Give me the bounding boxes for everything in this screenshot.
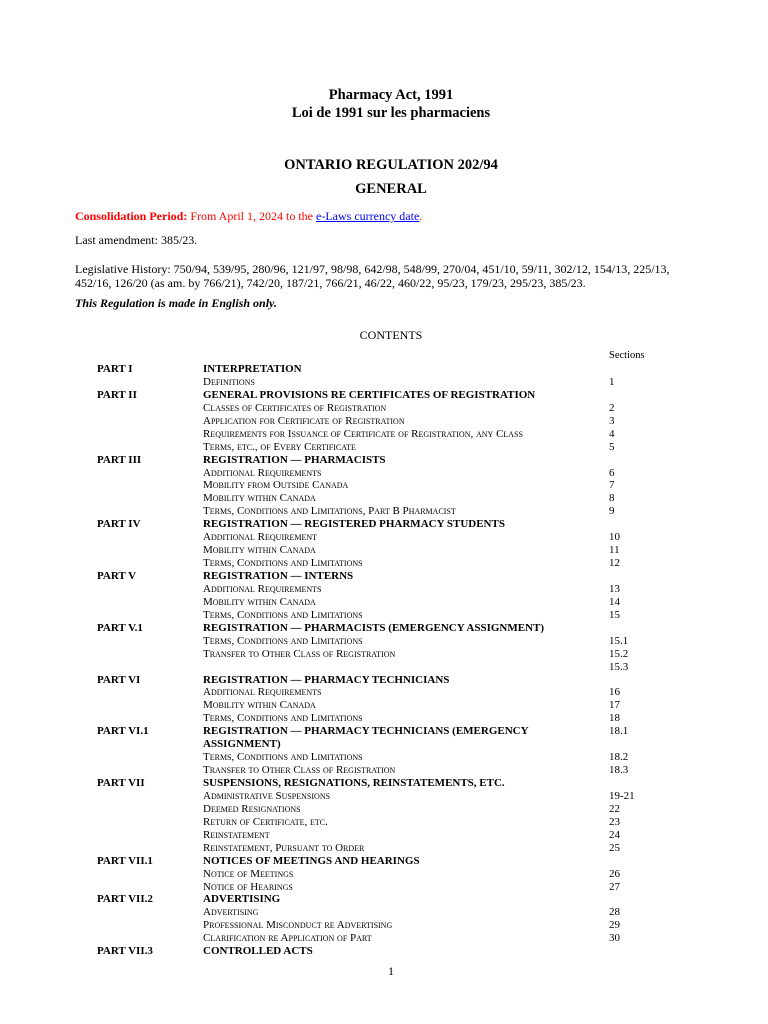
toc-entry-row (97, 402, 657, 415)
toc-part-label: PART III (97, 453, 142, 466)
toc-entry-row (97, 492, 657, 505)
toc-section-number: 15.3 (609, 660, 629, 673)
toc-part-label: PART II (97, 388, 137, 401)
toc-entry-row (97, 609, 657, 622)
regulation-title: GENERAL (355, 181, 427, 197)
toc-entry-title: Reinstatement, Pursuant to Order (203, 841, 365, 854)
toc-entry-row (97, 376, 657, 389)
consolidation-period (75, 209, 715, 223)
toc-section-number: 18.2 (609, 751, 629, 764)
toc-part-title: REGISTRATION — REGISTERED PHARMACY STUDENTS (203, 518, 505, 531)
toc-part-label: PART VII.1 (97, 854, 153, 867)
toc-entry-title: Additional Requirements (203, 466, 322, 479)
toc-entry-row (97, 932, 657, 945)
toc-entry-row (97, 648, 657, 661)
toc-section-number: 5 (609, 440, 615, 453)
toc-section-number: 1 (609, 375, 615, 388)
toc-part-label: PART I (97, 363, 133, 375)
toc-part-title: CONTROLLED ACTS (203, 945, 313, 958)
toc-entry-row (97, 699, 657, 712)
toc-part-label: PART V (97, 570, 137, 582)
toc-entry-title: Deemed Resignations (203, 802, 301, 815)
toc-part-title: REGISTRATION — PHARMACY TECHNICIANS (EMERGENCY ASSIGNMENT) (203, 725, 529, 751)
toc-section-number: 16 (609, 686, 620, 699)
toc-part-title: REGISTRATION — PHARMACY TECHNICIANS (203, 673, 450, 686)
toc-entry-row (97, 583, 657, 596)
toc-entry-row (97, 441, 657, 454)
act-title-en: Pharmacy Act, 1991 (328, 87, 454, 103)
toc-entry-row (97, 428, 657, 441)
toc-part-row (97, 389, 657, 402)
toc-part-label: PART VI.1 (97, 725, 149, 738)
toc-part-row (97, 674, 657, 687)
toc-part-title: GENERAL PROVISIONS RE CERTIFICATES OF REGISTRATION (203, 388, 536, 401)
toc-entry-row (97, 803, 657, 816)
toc-part-label: PART VII.2 (97, 893, 153, 906)
toc-section-number: 24 (609, 828, 620, 841)
toc-entry-title: Return of Certificate, etc. (203, 815, 328, 828)
toc-entry-title: Transfer to Other Class of Registration (203, 647, 396, 660)
toc-entry-title: Requirements for Issuance of Certificate of Registration, any Class (203, 427, 523, 440)
toc-section-number: 3 (609, 414, 615, 427)
toc-section-number: 11 (609, 544, 620, 557)
toc-part-row (97, 855, 657, 868)
toc-entry-row (97, 686, 657, 699)
toc-entry-row (97, 479, 657, 492)
toc-section-number: 30 (609, 932, 620, 945)
toc-entry-title: Professional Misconduct re Advertising (203, 919, 393, 932)
toc-part-label: PART VI (97, 673, 141, 686)
toc-section-number: 8 (609, 492, 615, 505)
table-of-contents (97, 363, 657, 958)
e-laws-currency-link[interactable]: e-Laws currency date (316, 209, 420, 223)
toc-entry-row (97, 557, 657, 570)
toc-entry-row (97, 751, 657, 764)
toc-part-title: REGISTRATION — INTERNS (203, 570, 354, 582)
toc-part-title: ADVERTISING (203, 893, 281, 906)
toc-entry-row (97, 712, 657, 725)
toc-entry-row (97, 544, 657, 557)
toc-part-row (97, 518, 657, 531)
toc-section-number: 9 (609, 505, 615, 518)
toc-entry-row (97, 764, 657, 777)
toc-entry-title: Additional Requirements (203, 686, 322, 699)
toc-part-label: PART VII.3 (97, 945, 153, 958)
toc-entry-row (97, 868, 657, 881)
legislative-history (75, 262, 735, 290)
toc-entry-title: Classes of Certificates of Registration (203, 401, 387, 414)
toc-section-number: 26 (609, 867, 620, 880)
toc-section-number: 29 (609, 919, 620, 932)
toc-entry-title: Mobility within Canada (203, 595, 316, 608)
toc-section-number: 7 (609, 479, 615, 492)
toc-entry-row (97, 467, 657, 480)
toc-part-title: SUSPENSIONS, RESIGNATIONS, REINSTATEMENTS, ETC. (203, 777, 505, 790)
toc-entry-title: Terms, Conditions and Limitations (203, 634, 363, 647)
contents-title: CONTENTS (359, 328, 423, 342)
toc-entry-row (97, 661, 657, 674)
consolidation-label: Consolidation Period: (75, 209, 188, 223)
toc-section-number: 17 (609, 699, 620, 712)
toc-section-number: 14 (609, 595, 620, 608)
toc-section-number: 15.1 (609, 634, 629, 647)
toc-section-number: 15.2 (609, 647, 629, 660)
toc-entry-title: Application for Certificate of Registration (203, 414, 405, 427)
toc-entry-title: Mobility within Canada (203, 699, 316, 712)
toc-part-row (97, 945, 657, 958)
toc-section-number: 6 (609, 466, 615, 479)
toc-entry-title: Administrative Suspensions (203, 789, 331, 802)
toc-part-row (97, 454, 657, 467)
toc-part-title: NOTICES OF MEETINGS AND HEARINGS (203, 854, 420, 867)
toc-entry-row (97, 881, 657, 894)
toc-entry-row (97, 505, 657, 518)
toc-entry-row (97, 842, 657, 855)
toc-entry-title: Terms, Conditions and Limitations, Part B Pharmacist (203, 505, 456, 518)
toc-entry-title: Definitions (203, 375, 255, 388)
toc-part-label: PART VII (97, 777, 145, 790)
toc-entry-title: Mobility within Canada (203, 544, 316, 557)
toc-section-number: 10 (609, 531, 620, 544)
toc-section-number: 22 (609, 802, 620, 815)
toc-entry-title: Notice of Hearings (203, 880, 293, 893)
legislative-history-line-1: Legislative History: 750/94, 539/95, 280/96, 121/97, 98/98, 642/98, 548/99, 270/04, 451/10, 59/11, 302/12, 154/13, 225/13, (75, 262, 670, 276)
sections-column-header: Sections (609, 350, 645, 361)
toc-section-number: 28 (609, 906, 620, 919)
toc-entry-title: Mobility within Canada (203, 492, 316, 505)
toc-part-row (97, 725, 657, 751)
toc-entry-row (97, 635, 657, 648)
toc-entry-row (97, 919, 657, 932)
toc-section-number: 15 (609, 608, 620, 621)
toc-section-number: 19-21 (609, 789, 635, 802)
toc-section-number: 2 (609, 401, 615, 414)
last-amendment: Last amendment: 385/23. (75, 233, 198, 247)
toc-entry-title: Reinstatement (203, 828, 270, 841)
toc-entry-row (97, 596, 657, 609)
toc-entry-title: Terms, Conditions and Limitations (203, 751, 363, 764)
toc-part-label: PART IV (97, 518, 141, 531)
page-number: 1 (388, 964, 394, 978)
toc-part-title: REGISTRATION — PHARMACISTS (203, 453, 386, 466)
toc-entry-title: Notice of Meetings (203, 867, 294, 880)
toc-entry-title: Mobility from Outside Canada (203, 479, 349, 492)
toc-entry-title: Terms, Conditions and Limitations (203, 557, 363, 570)
toc-entry-row (97, 816, 657, 829)
english-only-notice: This Regulation is made in English only. (75, 296, 277, 310)
toc-entry-title: Transfer to Other Class of Registration (203, 764, 396, 777)
toc-part-title: REGISTRATION — PHARMACISTS (EMERGENCY ASSIGNMENT) (203, 621, 545, 634)
legislative-history-line-2: 452/16, 126/20 (as am. by 766/21), 742/20, 187/21, 766/21, 46/22, 460/22, 95/23, 179/23, 295/23, 385/23. (75, 276, 586, 290)
consolidation-end: . (419, 209, 423, 223)
toc-part-row (97, 893, 657, 906)
toc-entry-title: Additional Requirement (203, 531, 318, 544)
toc-entry-title: Terms, Conditions and Limitations (203, 608, 363, 621)
toc-section-number: 18.3 (609, 764, 629, 777)
toc-section-number: 18.1 (609, 725, 629, 738)
regulation-number: ONTARIO REGULATION 202/94 (284, 157, 498, 173)
toc-section-number: 12 (609, 557, 620, 570)
toc-entry-row (97, 790, 657, 803)
consolidation-text: From April 1, 2024 to the (190, 209, 314, 223)
toc-part-row (97, 570, 657, 583)
toc-entry-row (97, 415, 657, 428)
toc-entry-title: Terms, etc., of Every Certificate (203, 440, 356, 453)
toc-entry-row (97, 906, 657, 919)
toc-part-title: INTERPRETATION (203, 363, 302, 375)
act-title-fr: Loi de 1991 sur les pharmaciens (291, 105, 491, 121)
toc-section-number: 18 (609, 712, 620, 725)
toc-entry-row (97, 531, 657, 544)
toc-section-number: 23 (609, 815, 620, 828)
toc-section-number: 13 (609, 582, 620, 595)
toc-entry-title: Terms, Conditions and Limitations (203, 712, 363, 725)
toc-entry-title: Clarification re Application of Part (203, 932, 372, 945)
toc-part-row (97, 363, 657, 376)
toc-section-number: 4 (609, 427, 615, 440)
toc-entry-row (97, 829, 657, 842)
toc-section-number: 25 (609, 841, 620, 854)
toc-part-row (97, 777, 657, 790)
toc-section-number: 27 (609, 880, 620, 893)
toc-entry-title: Advertising (203, 906, 259, 919)
toc-part-label: PART V.1 (97, 621, 143, 634)
toc-entry-title: Additional Requirements (203, 582, 322, 595)
toc-part-row (97, 622, 657, 635)
